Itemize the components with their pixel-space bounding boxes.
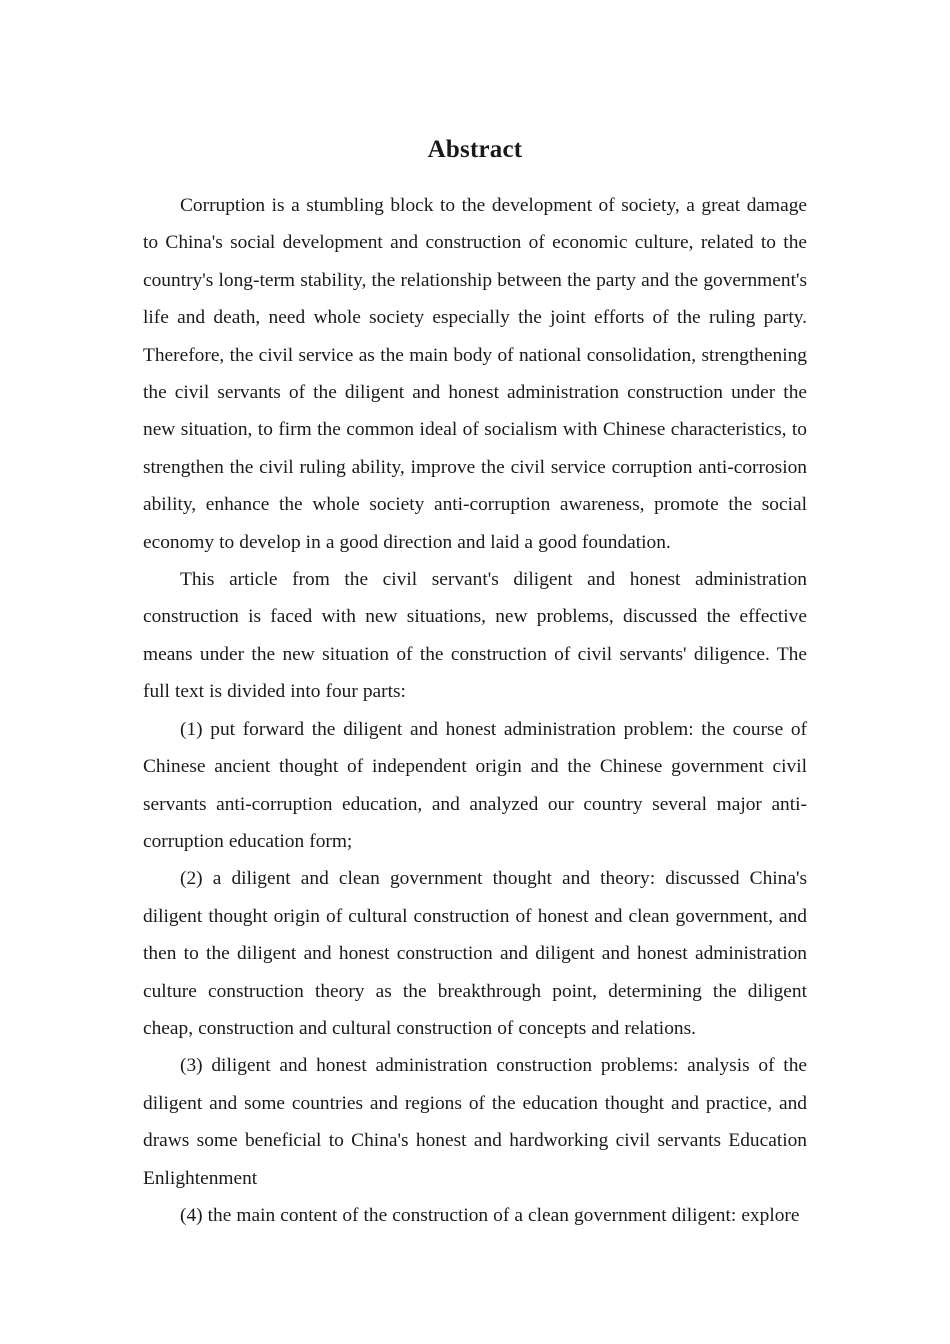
paragraph-item-4: (4) the main content of the construction of a clean government diligent: explore xyxy=(180,1204,800,1226)
paragraph-item-3: (3) diligent and honest administration construction problems: analysis of the diligent and some countries and regions of the education thought and practice, and draws some beneficial to China's honest and hardworking civil servants Education Enlightenment xyxy=(143,1055,807,1189)
page-title: Abstract xyxy=(427,136,523,163)
paragraph-item-2: (2) a diligent and clean government thought and theory: discussed China's diligent thought origin of cultural construction of honest and clean government, and then to the diligent and honest construction and diligent and honest administration culture construction theory as the breakthrough point, determining the diligent cheap, construction and cultural construction of concepts and relations. xyxy=(143,868,807,1039)
paragraph: This article from the civil servant's diligent and honest administration construction is faced with new situations, new problems, discussed the effective means under the new situation of the construction of civil servants' diligence. The full text is divided into four parts: xyxy=(143,569,807,703)
abstract-body xyxy=(143,187,807,1234)
page-content xyxy=(143,0,807,1234)
paragraph-item-1: (1) put forward the diligent and honest administration problem: the course of Chinese ancient thought of independent origin and the Chinese government civil servants anti-corruption education, and analyzed our country several major anti-corruption education form; xyxy=(143,718,807,852)
paragraph: Corruption is a stumbling block to the development of society, a great damage to China's social development and construction of economic culture, related to the country's long-term stability, the relationship between the party and the government's life and death, need whole society especially the joint efforts of the ruling party. Therefore, the civil service as the main body of national consolidation, strengthening the civil servants of the diligent and honest administration construction under the new situation, to firm the common ideal of socialism with Chinese characteristics, to strengthen the civil ruling ability, improve the civil service corruption anti-corrosion ability, enhance the whole society anti-corruption awareness, promote the social economy to develop in a good direction and laid a good foundation. xyxy=(143,195,807,553)
